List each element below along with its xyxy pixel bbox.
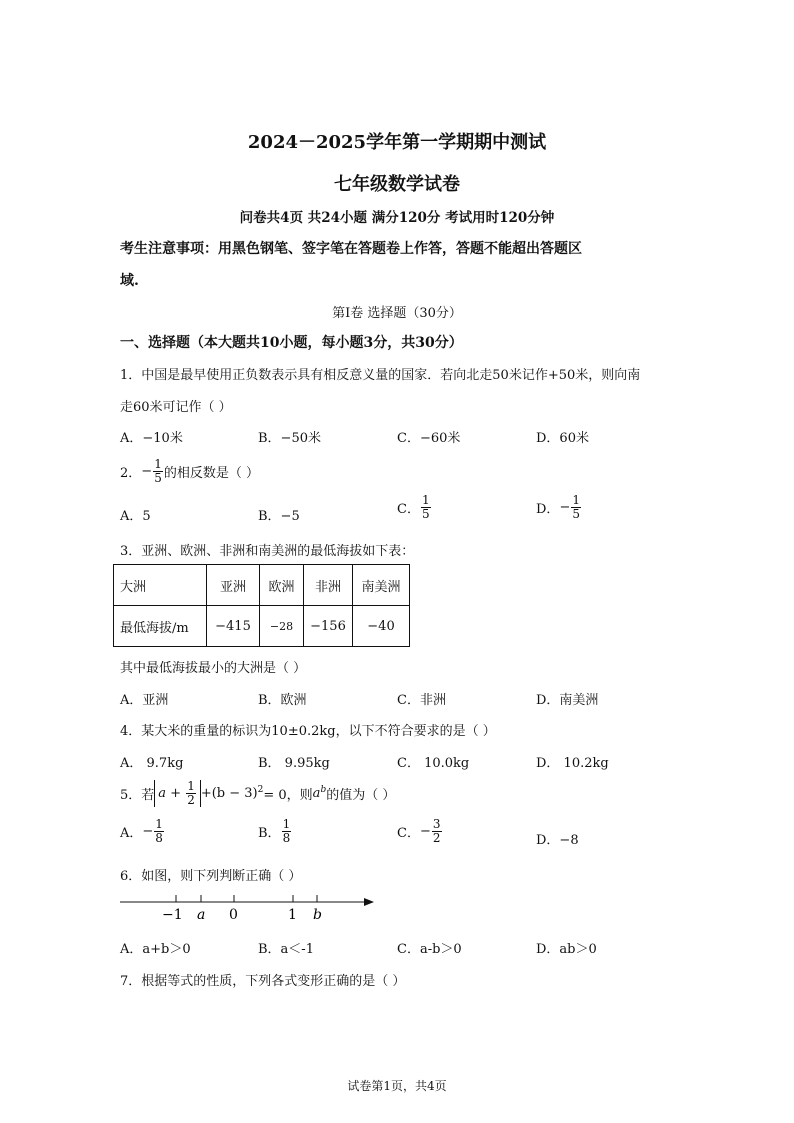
q1-option-a: A．−10米 <box>120 431 183 446</box>
q2-option-d-fraction <box>571 494 581 521</box>
q1-stem-line-1: 1．中国是最早使用正负数表示具有相反意义量的国家．若向北走50米记作+50米，则向南 <box>120 368 641 383</box>
q5-option-b <box>258 818 292 845</box>
q3-option-a: A．亚洲 <box>120 693 169 708</box>
number-line-figure <box>118 888 380 924</box>
label-minus-one: −1 <box>162 907 183 923</box>
q6-option-a: A．a+b＞0 <box>120 942 191 957</box>
q3-question: 其中最低海拔最小的大洲是（ ） <box>120 661 307 676</box>
q2-fraction-num: 1 <box>154 457 162 471</box>
q5-exponent: b <box>320 784 327 795</box>
q2-option-a: A．5 <box>120 509 151 524</box>
q4-option-b: B． 9.95kg <box>258 756 330 771</box>
q2-option-c-fraction <box>421 494 431 521</box>
q5-half-den: 2 <box>187 793 195 807</box>
q5-rest: +(b − 3) <box>200 786 258 801</box>
q5-absolute-value <box>154 780 201 807</box>
table-row <box>114 606 410 647</box>
q1-option-b: B．−50米 <box>258 431 321 446</box>
exam-info: 问卷共4页 共24小题 满分120分 考试用时120分钟 <box>239 210 555 226</box>
q2-option-b: B．−5 <box>258 509 300 524</box>
q2-fraction <box>153 458 163 485</box>
q2-option-d-num: 1 <box>572 493 580 507</box>
label-b: b <box>313 907 322 923</box>
q5-option-c-fraction <box>432 818 442 845</box>
q6-option-c: C．a-b＞0 <box>397 942 462 957</box>
q5-option-a-minus: − <box>142 824 154 839</box>
q4-stem: 4．某大米的重量的标识为10±0.2kg，以下不符合要求的是（ ） <box>120 724 496 739</box>
table-header-cell: 南美洲 <box>353 565 410 606</box>
q2-suffix: 的相反数是（ ） <box>163 466 259 481</box>
table-header-row <box>114 565 410 606</box>
table-header-cell: 大洲 <box>114 565 207 606</box>
q2-option-c-label: C． <box>397 502 420 517</box>
q2-prefix: 2． <box>120 466 142 481</box>
q2-option-d-minus: − <box>559 500 571 515</box>
q2-option-d <box>536 494 582 521</box>
label-one: 1 <box>288 907 297 923</box>
q5-eq: = 0，则 <box>263 788 313 803</box>
q5-stem <box>120 780 395 807</box>
table-header-cell: 非洲 <box>304 565 353 606</box>
q5-option-a-label: A． <box>120 826 143 841</box>
q2-stem <box>120 458 259 485</box>
table-cell: −156 <box>304 606 353 647</box>
q5-option-b-fraction <box>282 818 292 845</box>
q5-option-a-den: 8 <box>155 831 163 845</box>
q3-option-c: C．非洲 <box>397 693 446 708</box>
q5-option-c-minus: − <box>419 824 431 839</box>
table-cell: −40 <box>353 606 410 647</box>
q2-fraction-den: 5 <box>154 471 162 485</box>
q7-stem: 7．根据等式的性质，下列各式变形正确的是（ ） <box>120 974 406 989</box>
table-cell: −415 <box>207 606 260 647</box>
q5-abs-expr: a + <box>158 786 182 801</box>
q3-option-b: B．欧洲 <box>258 693 307 708</box>
q5-suffix: 的值为（ ） <box>326 788 396 803</box>
q1-option-d: D．60米 <box>536 431 589 446</box>
q5-option-c-num: 3 <box>432 817 441 831</box>
part-heading: 一、选择题（本大题共10小题，每小题3分，共30分） <box>120 335 463 351</box>
notice-line-2: 域. <box>120 273 139 289</box>
q2-option-c-den: 5 <box>421 507 430 521</box>
notice-line-1: 考生注意事项：用黑色钢笔、签字笔在答题卷上作答，答题不能超出答题区 <box>120 241 582 257</box>
q5-half-num: 1 <box>187 779 195 793</box>
q6-option-b: B．a＜-1 <box>258 942 314 957</box>
q5-power: 2 <box>257 784 264 795</box>
q5-half-fraction <box>186 780 196 807</box>
q6-option-d: D．ab＞0 <box>536 942 597 957</box>
q4-option-a: A． 9.7kg <box>120 756 184 771</box>
q5-option-d: D．−8 <box>536 833 579 848</box>
q5-option-a-fraction <box>154 818 164 845</box>
number-line-arrow-icon <box>364 898 374 906</box>
q5-option-c-label: C． <box>397 826 420 841</box>
q5-option-c-den: 2 <box>432 831 441 845</box>
table-cell: −28 <box>260 606 304 647</box>
q5-base: a <box>312 786 321 801</box>
q2-option-d-den: 5 <box>572 507 580 521</box>
q5-option-a <box>120 818 165 845</box>
q3-stem: 3．亚洲、欧洲、非洲和南美洲的最低海拔如下表： <box>120 544 415 559</box>
q4-option-d: D． 10.2kg <box>536 756 609 771</box>
table-header-cell: 欧洲 <box>260 565 304 606</box>
page-footer: 试卷第1页，共4页 <box>347 1079 447 1093</box>
q2-minus: − <box>141 464 153 479</box>
label-zero: 0 <box>229 907 238 923</box>
table-header-cell: 亚洲 <box>207 565 260 606</box>
q2-option-c <box>397 494 432 521</box>
q2-option-c-num: 1 <box>421 493 430 507</box>
q1-stem-line-2: 走60米可记作（ ） <box>120 400 232 415</box>
q1-option-c: C．−60米 <box>397 431 461 446</box>
q5-prefix: 5．若 <box>120 788 155 803</box>
exam-title: 2024－2025学年第一学期期中测试 <box>247 132 547 153</box>
q5-option-a-num: 1 <box>155 817 163 831</box>
q5-option-b-num: 1 <box>282 817 291 831</box>
q3-option-d: D．南美洲 <box>536 693 599 708</box>
label-a: a <box>197 907 206 923</box>
q2-option-d-label: D． <box>536 502 560 517</box>
volume-heading: 第Ⅰ卷 选择题（30分） <box>332 306 462 321</box>
q4-option-c: C． 10.0kg <box>397 756 470 771</box>
altitude-table <box>113 564 410 647</box>
q6-stem: 6．如图，则下列判断正确（ ） <box>120 869 302 884</box>
q5-option-c <box>397 818 443 845</box>
table-cell: 最低海拔/m <box>114 606 207 647</box>
exam-subtitle: 七年级数学试卷 <box>334 174 460 195</box>
q5-option-b-den: 8 <box>282 831 291 845</box>
q5-option-b-label: B． <box>258 826 281 841</box>
